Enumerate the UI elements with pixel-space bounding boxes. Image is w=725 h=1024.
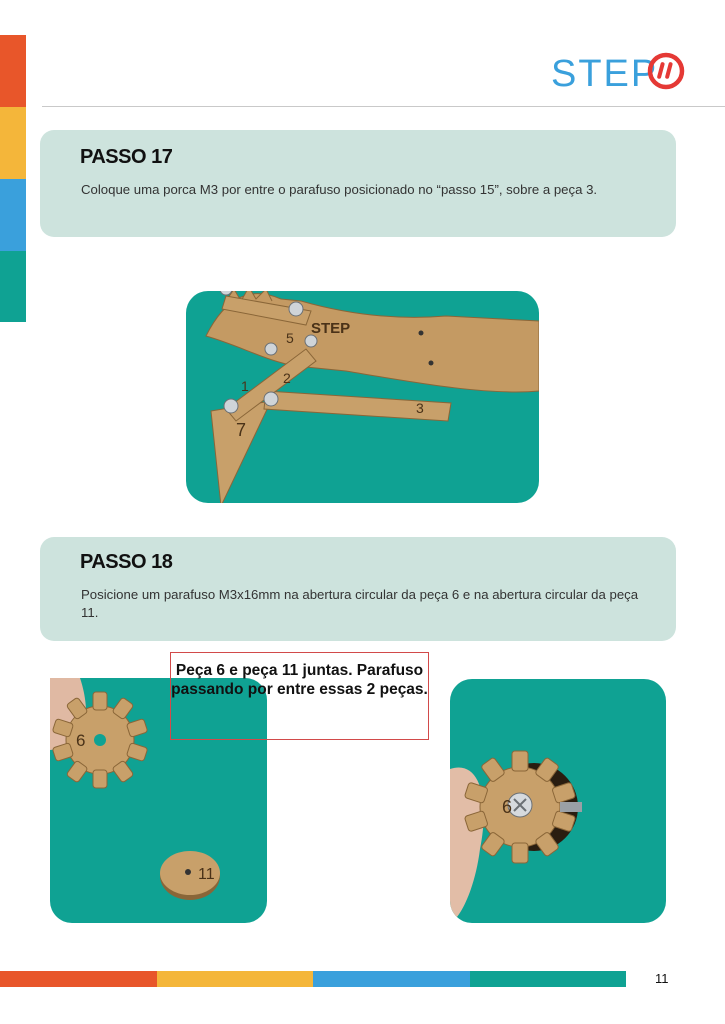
header-rule [42, 106, 725, 107]
horse-label-2: 2 [283, 370, 291, 386]
side-bar-yellow [0, 107, 26, 179]
gear-label-6: 6 [76, 731, 86, 750]
step-18-title: PASSO 18 [80, 551, 173, 573]
horse-label-1: 1 [241, 378, 249, 394]
footer-bar-blue [313, 971, 470, 987]
step-17-title: PASSO 17 [80, 146, 173, 168]
annotation-box [170, 652, 429, 740]
gear-assembly-photo [450, 679, 666, 923]
step-18-text: Posicione um parafuso M3x16mm na abertura circular da peça 6 e na abertura circular da peça 11. [81, 587, 639, 620]
horse-photo [186, 291, 539, 503]
side-bar-orange [0, 35, 26, 107]
step-17-text: Coloque uma porca M3 por entre o parafuso posicionado no “passo 15”, sobre a peça 3. [81, 182, 598, 197]
side-bar-teal [0, 251, 26, 322]
annotation-text: Peça 6 e peça 11 juntas. Parafuso passando por entre essas 2 peças. [171, 662, 428, 698]
step-18-box [40, 537, 676, 641]
gear-assembly-icon [464, 751, 582, 863]
step-logo [551, 50, 686, 94]
page-number: 11 [655, 971, 669, 986]
step-17-box [40, 130, 676, 237]
footer-bar-yellow [157, 971, 313, 987]
horse-label-7: 7 [236, 420, 247, 440]
disc-11 [160, 851, 220, 900]
logo-text: STEP [551, 53, 659, 94]
horse-stamp: STEP [311, 320, 351, 337]
disc-label-11: 11 [198, 866, 215, 883]
footer-bar-orange [0, 971, 157, 987]
footer-bar-teal [470, 971, 626, 987]
screw-shaft [560, 802, 582, 812]
horse-label-5: 5 [286, 330, 294, 346]
gear-assembly-label-6: 6 [502, 797, 513, 817]
horse-label-3: 3 [416, 400, 424, 416]
side-bar-blue [0, 179, 26, 251]
